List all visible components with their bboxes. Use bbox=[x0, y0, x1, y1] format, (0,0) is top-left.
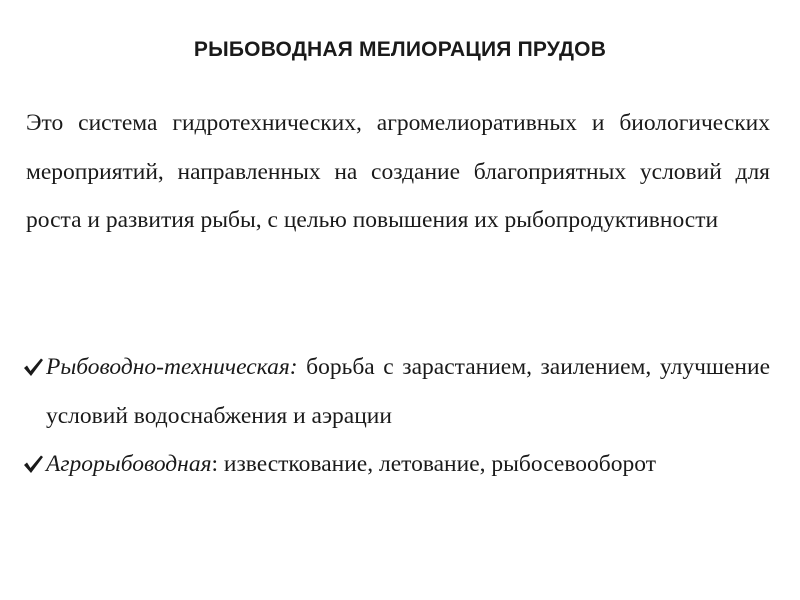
checkmark-icon bbox=[22, 453, 44, 475]
bullet-item-agro-fish bbox=[22, 440, 770, 489]
slide-title: РЫБОВОДНАЯ МЕЛИОРАЦИЯ ПРУДОВ bbox=[193, 38, 607, 61]
bullet-text: : известкование, летование, рыбосевооборот bbox=[211, 451, 656, 477]
checkmark-icon bbox=[22, 356, 44, 378]
bullet-item-fish-technical bbox=[22, 343, 770, 440]
bullet-term: Агрорыбоводная bbox=[46, 451, 212, 477]
definition-paragraph: Это система гидротехнических, агромелиоративных и биологических мероприятий, направленных на создание благоприятных условий для роста и развития рыбы, с целью повышения их рыбопродуктивности bbox=[26, 110, 770, 233]
bullet-list bbox=[22, 343, 770, 489]
bullet-text: борьба с зарастанием, заилением, улучшение условий водоснабжения и аэрации bbox=[46, 354, 770, 429]
bullet-term: Рыбоводно-техническая: bbox=[46, 354, 298, 380]
